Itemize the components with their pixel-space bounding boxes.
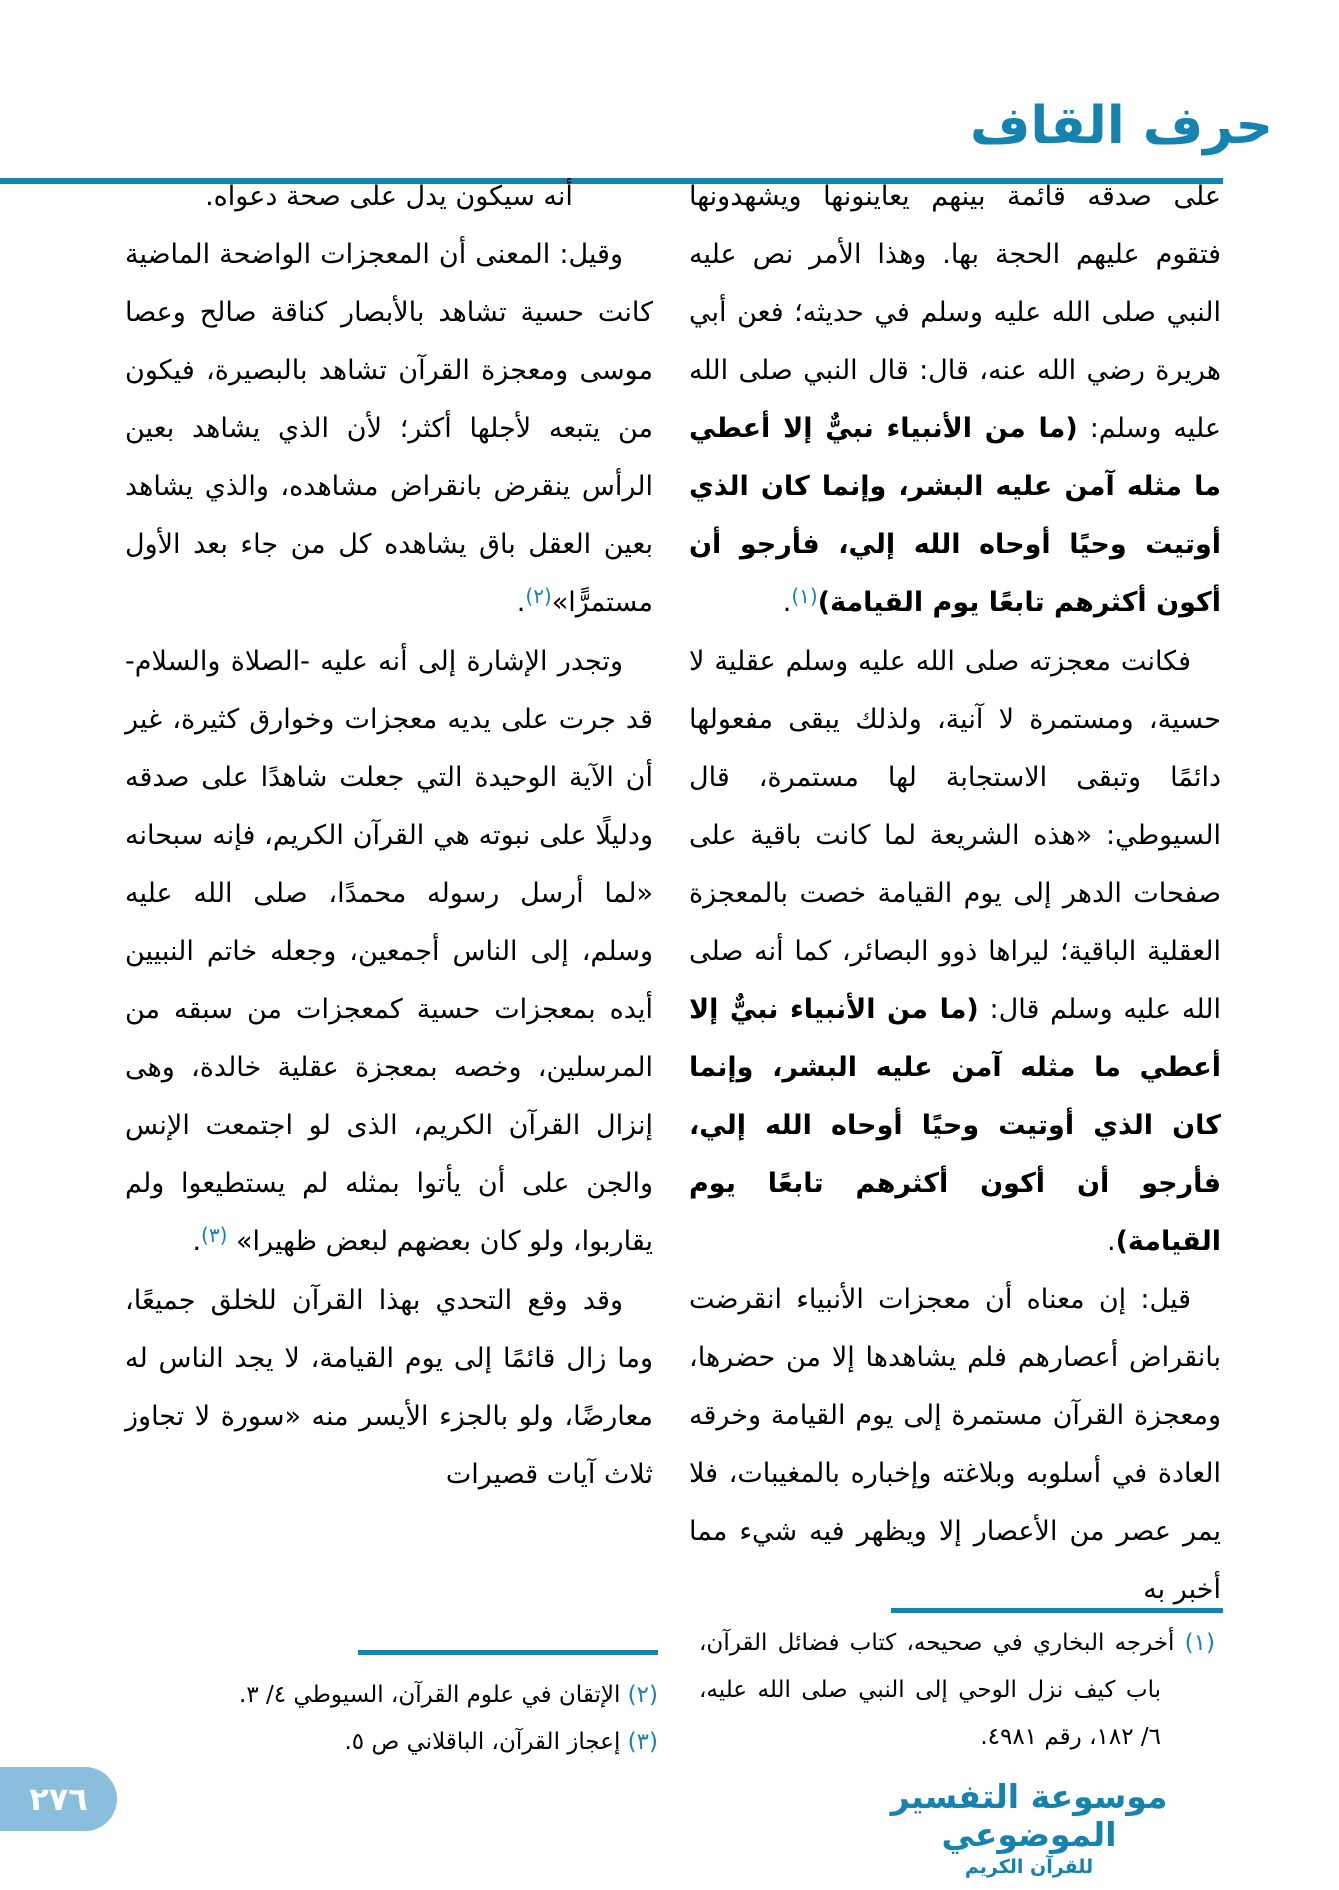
- text-segment: أنه سيكون يدل على صحة دعواه.: [205, 181, 573, 212]
- paragraph: [125, 226, 653, 633]
- text-segment: (ما من الأنبياء نبيٌّ إلا أعطي ما مثله آمن عليه البشر، وإنما كان الذي أوتيت وحيًا أوحاه الله إلي، فأرجو أن أكون أكثرهم تابعًا يوم القيامة): [689, 994, 1221, 1257]
- text-segment: .: [782, 587, 792, 618]
- footnotes-left: [154, 1672, 658, 1766]
- footnote-separator-right: [891, 1608, 1223, 1613]
- text-segment: وتجدر الإشارة إلى أنه عليه -الصلاة والسلام- قد جرت على يديه معجزات وخوارق كثيرة، غير أن الآية الوحيدة التي جعلت شاهدًا على صدقه ودليلًا على نبوته هي القرآن الكريم، فإنه سبحانه «لما أرسل رسوله محمدًا، صلى الله عليه وسلم، إلى الناس أجمعين، وجعله خاتم النبيين أيده بمعجزات حسية كمعجزات من سبقه من المرسلين، وخصه بمعجزة عقلية خالدة، وهى إنزال القرآن الكريم، الذى لو اجتمعت الإنس والجن على أن يأتوا بمثله لم يستطيعوا ولم يقاربوا، ولو كان بعضهم لبعض ظهيرا»: [125, 646, 653, 1257]
- text-segment: فكانت معجزته صلى الله عليه وسلم عقلية لا حسية، ومستمرة لا آنية، ولذلك يبقى مفعولها دائمًا وتبقى الاستجابة لها مستمرة، قال السيوطي: «هذه الشريعة لما كانت باقية على صفحات الدهر إلى يوم القيامة خصت بالمعجزة العقلية الباقية؛ ليراها ذوو البصائر، كما أنه صلى الله عليه وسلم قال:: [689, 646, 1221, 1025]
- footnote-separator-left: [358, 1650, 658, 1655]
- text-segment: .: [192, 1226, 202, 1257]
- footnote-reference: (١): [791, 584, 818, 608]
- footnote-marker: (٣): [627, 1729, 658, 1755]
- footnote-reference: (٢): [525, 584, 552, 608]
- footnote-text: إعجاز القرآن، الباقلاني ص ٥.: [344, 1729, 628, 1755]
- paragraph: [689, 1271, 1221, 1619]
- footnote: [154, 1719, 658, 1766]
- paragraph: [689, 633, 1221, 1271]
- text-segment: وقيل: المعنى أن المعجزات الواضحة الماضية كانت حسية تشاهد بالأبصار كناقة صالح وعصا موسى ومعجزة القرآن تشاهد بالبصيرة، فيكون من يتبعه لأجلها أكثر؛ لأن الذي يشاهد بعين الرأس ينقرض بانقراض مشاهده، والذي يشاهد بعين العقل باق يشاهده كل من جاء بعد الأول مستمرًّا»: [125, 239, 653, 618]
- publisher-name: موسوعة التفسير الموضوعي: [890, 1777, 1168, 1854]
- paragraph: [125, 1272, 653, 1504]
- text-segment: .: [516, 587, 526, 618]
- text-column-right: [689, 168, 1221, 1619]
- footnotes-right: [699, 1620, 1215, 1761]
- publisher-subtitle: للقرآن الكريم: [964, 1855, 1094, 1878]
- text-segment: على صدقه قائمة بينهم يعاينونها ويشهدونها فتقوم عليهم الحجة بها. وهذا الأمر نص عليه النبي صلى الله عليه وسلم في حديثه؛ فعن أبي هريرة رضي الله عنه، قال: قال النبي صلى الله عليه وسلم:: [689, 181, 1221, 444]
- paragraph: [125, 168, 653, 226]
- footnote-text: الإتقان في علوم القرآن، السيوطي ٤/ ٣.: [239, 1682, 628, 1708]
- publisher-logo: [879, 1778, 1179, 1879]
- paragraph: [125, 633, 653, 1272]
- page-title: حرف القاف: [969, 96, 1273, 156]
- text-segment: .: [1106, 1226, 1116, 1257]
- footnote-marker: (٢): [627, 1682, 658, 1708]
- footnote: [154, 1672, 658, 1719]
- text-column-left: [125, 168, 653, 1504]
- text-segment: وقد وقع التحدي بهذا القرآن للخلق جميعًا، وما زال قائمًا إلى يوم القيامة، لا يجد الناس له معارضًا، ولو بالجزء الأيسر منه «سورة لا تجاوز ثلاث آيات قصيرات: [125, 1285, 653, 1490]
- page-number-badge: [0, 1767, 117, 1831]
- text-segment: قيل: إن معناه أن معجزات الأنبياء انقرضت بانقراض أعصارهم فلم يشاهدها إلا من حضرها، ومعجزة القرآن مستمرة إلى يوم القيامة وخرقه العادة في أسلوبه وبلاغته وإخباره بالمغيبات، فلا يمر عصر من الأعصار إلا ويظهر فيه شيء مما أخبر به: [689, 1284, 1221, 1605]
- footnote-reference: (٣): [201, 1223, 228, 1247]
- paragraph: [689, 168, 1221, 633]
- footnote: [699, 1620, 1215, 1761]
- footnote-marker: (١): [1184, 1630, 1215, 1656]
- page-number: ٢٧٦: [29, 1780, 88, 1818]
- footnote-text: أخرجه البخاري في صحيحه، كتاب فضائل القرآن، باب كيف نزل الوحي إلى النبي صلى الله عليه، ٦/ ١٨٢، رقم ٤٩٨١.: [699, 1630, 1185, 1750]
- text-segment: (ما من الأنبياء نبيٌّ إلا أعطي ما مثله آمن عليه البشر، وإنما كان الذي أوتيت وحيًا أوحاه الله إلي، فأرجو أن أكون أكثرهم تابعًا يوم القيامة): [689, 413, 1221, 618]
